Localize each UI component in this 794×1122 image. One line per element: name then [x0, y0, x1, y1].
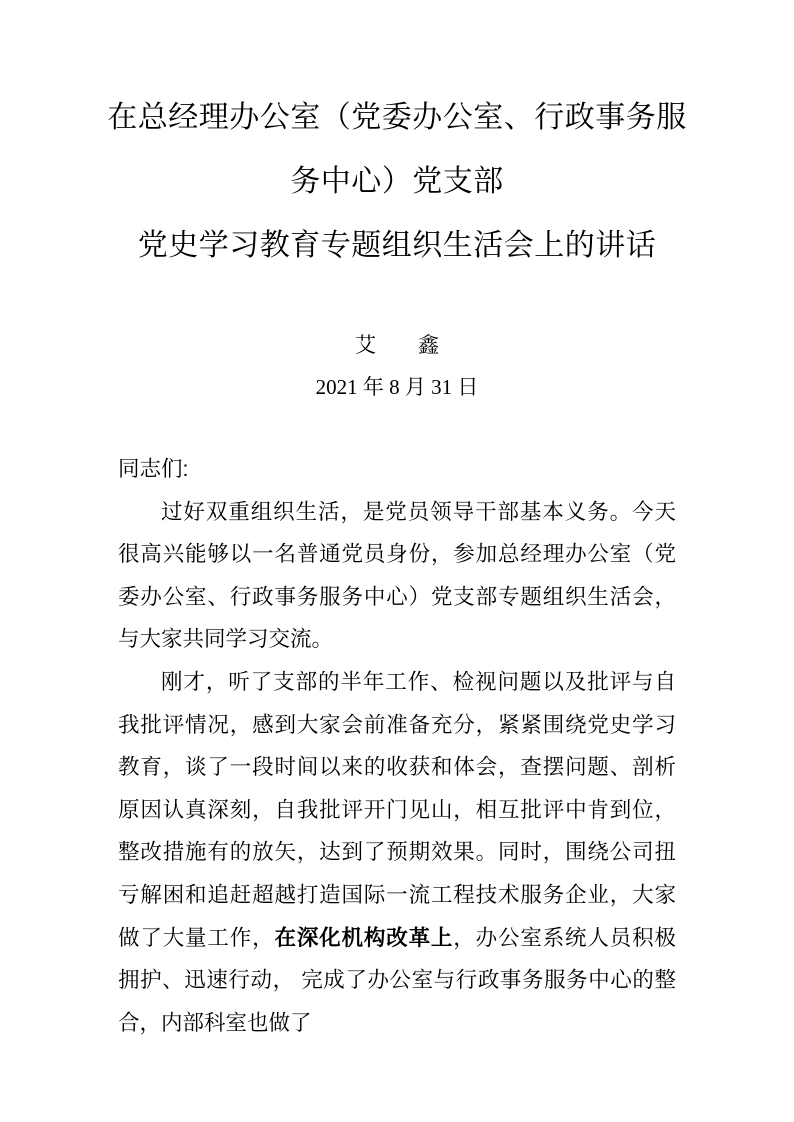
text-run: 过好双重组织生活，是党员领导干部基本义务。今天很高兴能够以一名普通党员身份，参加总经理办公室（党委办公室、行政事务服务中心）党支部专题组织生活会，与大家共同学习交流。 [118, 499, 676, 652]
paragraph [118, 491, 676, 661]
byline [0, 324, 794, 408]
text-run: 同志们: [118, 457, 189, 481]
document-body [118, 448, 676, 1044]
text-run: 刚才，听了支部的半年工作、检视问题以及批评与自我批评情况，感到大家会前准备充分，紧紧围绕党史学习教育，谈了一段时间以来的收获和体会，查摆问题、剖析原因认真深刻，自我批评开门见山，相互批评中肯到位，整改措施有的放矢，达到了预期效果。同时，围绕公司扭亏解困和追赶超越打造国际一流工程技术服务企业，大家做了大量工作， [118, 669, 676, 950]
title-line-3: 党史学习教育专题组织生活会上的讲话 [137, 229, 657, 262]
bold-text-run: 在深化机构改革上 [274, 925, 454, 950]
text-run: ，办公室系统人员积极拥护、迅速行动， 完成了办公室与行政事务服务中心的整合，内部科室也做了 [118, 925, 676, 1035]
paragraph [118, 448, 676, 491]
paragraph [118, 661, 676, 1044]
document-date: 2021 年 8 月 31 日 [315, 375, 479, 399]
author-name: 艾 鑫 [355, 333, 439, 357]
title-line-2: 务中心）党支部 [290, 165, 504, 198]
title-line-1: 在总经理办公室（党委办公室、行政事务服 [107, 101, 687, 134]
document-title [0, 86, 794, 278]
